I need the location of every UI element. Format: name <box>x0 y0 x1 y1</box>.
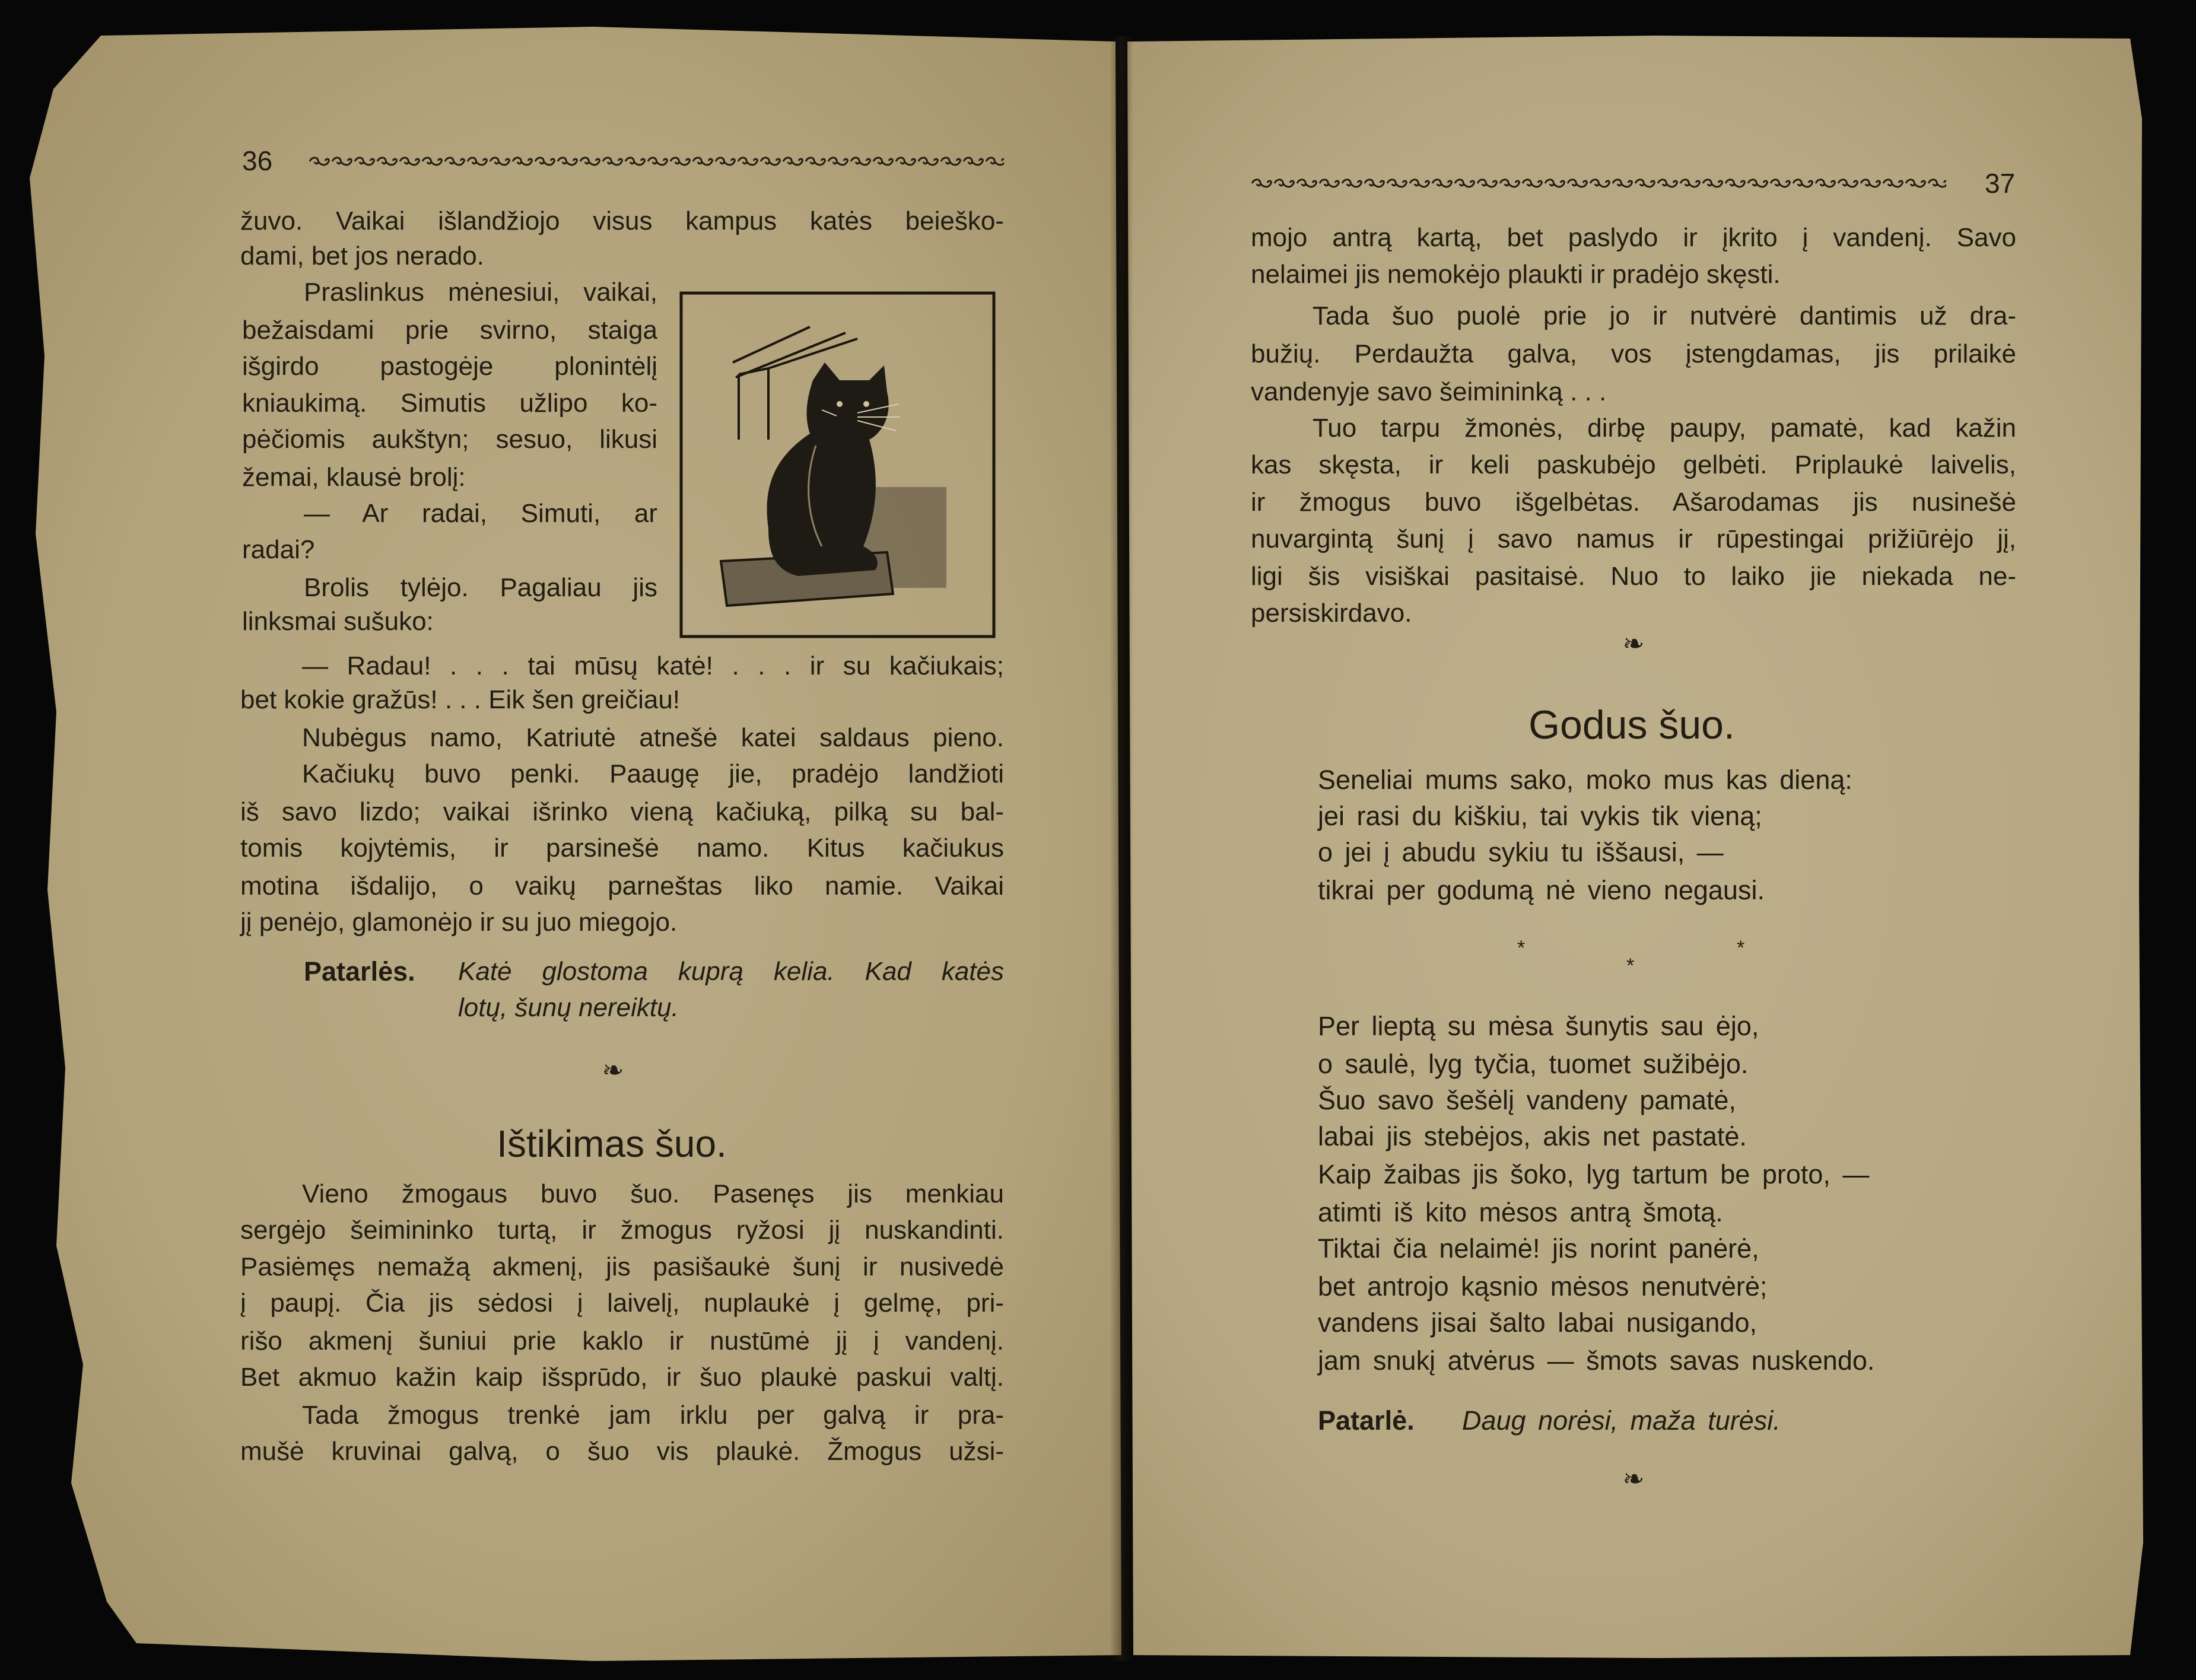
poem-line: o jei į abudu sykiu tu iššausi, — <box>1318 837 1724 867</box>
text-line: nelaimei jis nemokėjo plaukti ir pradėjo skęsti. <box>1251 260 1781 289</box>
text-line: persiskirdavo. <box>1251 599 1412 628</box>
cat-illustration <box>679 291 996 638</box>
proverb-text: Daug norėsi, maža turėsi. <box>1462 1405 1781 1436</box>
text-line: ligi šis visiškai pasitaisė. Nuo to laiko jie niekada ne- <box>1251 562 2016 591</box>
text-line: mušė kruvinai galvą, o šuo vis plaukė. Žmogus užsi- <box>240 1437 1004 1466</box>
proverb-text: Katė glostoma kuprą kelia. Kad katės <box>458 957 1004 986</box>
poem-line: Tiktai čia nelaimė! jis norint panėrė, <box>1318 1233 1759 1264</box>
text-line: Bet akmuo kažin kaip išsprūdo, ir šuo plaukė paskui valtį. <box>240 1363 1004 1392</box>
text-line: — Ar radai, Simuti, ar <box>304 499 657 528</box>
text-line: linksmai sušuko: <box>242 607 434 636</box>
text-line: žemai, klausė brolį: <box>242 463 466 492</box>
text-line: bet kokie gražūs! . . . Eik šen greičiau! <box>240 685 681 714</box>
poem-line: Seneliai mums sako, moko mus kas dieną: <box>1318 765 1852 795</box>
poem-line: vandens jisai šalto labai nusigando, <box>1318 1307 1757 1338</box>
proverb-label: Patarlės. <box>304 956 415 987</box>
text-line: išgirdo pastogėje plonintėlį <box>242 352 657 381</box>
text-line: iš savo lizdo; vaikai išrinko vieną kačiuką, pilką su bal- <box>240 797 1004 826</box>
text-line: į paupį. Čia jis sėdosi į laivelį, nuplaukė į gelmę, pri- <box>240 1288 1004 1318</box>
wave-ornament-icon <box>1251 177 1946 189</box>
poem-line: o saulė, lyg tyčia, tuomet sužibėjo. <box>1318 1049 1749 1079</box>
text-line: Tada žmogus trenkė jam irklu per galvą ir pra- <box>302 1401 1004 1430</box>
text-line: tomis kojytėmis, ir parsinešė namo. Kitus kačiukus <box>240 833 1004 863</box>
poem-line: Šuo savo šešėlį vandeny pamatė, <box>1318 1085 1736 1115</box>
text-line: Praslinkus mėnesiui, vaikai, <box>304 278 657 307</box>
fleuron-icon: ❧ <box>602 1055 624 1086</box>
text-line: sergėjo šeimininko turtą, ir žmogus ryžosi jį nuskandinti. <box>240 1216 1004 1245</box>
text-line: Tada šuo puolė prie jo ir nutvėrė dantimis už dra- <box>1312 301 2016 330</box>
fleuron-icon: ❧ <box>1622 1464 1645 1494</box>
poem-line: tikrai per godumą nė vieno negausi. <box>1318 875 1765 905</box>
poem-line: atimti iš kito mėsos antrą šmotą. <box>1318 1197 1723 1227</box>
text-line: mojo antrą kartą, bet paslydo ir įkrito į vandenį. Savo <box>1251 223 2016 252</box>
poem-line: jam snukį atvėrus — šmots savas nuskendo. <box>1318 1345 1875 1376</box>
text-line: radai? <box>242 535 315 564</box>
text-line: rišo akmenį šuniui prie kaklo ir nustūmė jį į vandenį. <box>240 1326 1004 1356</box>
text-line: bežaisdami prie svirno, staiga <box>242 316 657 345</box>
text-line: motina išdalijo, o vaikų parneštas liko namie. Vaikai <box>240 871 1004 901</box>
poem-line: Kaip žaibas jis šoko, lyg tartum be proto, — <box>1318 1159 1870 1189</box>
text-line: žuvo. Vaikai išlandžiojo visus kampus katės beieško- <box>240 206 1004 236</box>
text-line: vandenyje savo šeimininką . . . <box>1251 377 1607 406</box>
wave-ornament-icon <box>309 155 1004 167</box>
text-line: dami, bet jos nerado. <box>240 241 484 271</box>
poem-line: jei rasi du kiškiu, tai vykis tik vieną; <box>1318 801 1762 831</box>
text-line: Vieno žmogaus buvo šuo. Pasenęs jis menkiau <box>302 1179 1004 1208</box>
text-line: Pasiėmęs nemažą akmenį, jis pasišaukė šunį ir nusivedė <box>240 1252 1004 1281</box>
text-line: jį penėjo, glamonėjo ir su juo miegojo. <box>240 908 678 937</box>
text-line: Nubėgus namo, Katriutė atnešė katei saldaus pieno. <box>302 723 1004 752</box>
text-line: Kačiukų buvo penki. Paaugę jie, pradėjo landžioti <box>302 759 1004 788</box>
text-line: — Radau! . . . tai mūsų katė! . . . ir su kačiukais; <box>302 651 1004 680</box>
proverb-label: Patarlė. <box>1318 1405 1415 1436</box>
text-line: Tuo tarpu žmonės, dirbę paupy, pamatė, kad kažin <box>1312 413 2016 443</box>
page-number: 37 <box>1985 168 2016 199</box>
poem-line: bet antrojo kąsnio mėsos nenutvėrė; <box>1318 1271 1768 1302</box>
poem-title: Godus šuo. <box>1528 702 1735 747</box>
story-title: Ištikimas šuo. <box>497 1122 727 1165</box>
text-line: Brolis tylėjo. Pagaliau jis <box>304 573 657 602</box>
fleuron-icon: ❧ <box>1622 629 1645 659</box>
text-line: kniaukimą. Simutis užlipo ko- <box>242 389 657 418</box>
text-line: nuvargintą šunį į savo namus ir rūpestingai prižiūrėjo jį, <box>1251 524 2016 553</box>
poem-line: Per lieptą su mėsa šunytis sau ėjo, <box>1318 1011 1759 1041</box>
poem-line: labai jis stebėjos, akis net pastatė. <box>1318 1121 1747 1151</box>
text-line: pėčiomis aukštyn; sesuo, likusi <box>242 425 657 454</box>
text-line: kas skęsta, ir keli paskubėjo gelbėti. Priplaukė laivelis, <box>1251 450 2016 479</box>
book-gutter <box>1110 36 1133 1661</box>
page-number: 36 <box>242 145 273 176</box>
text-line: ir žmogus buvo išgelbėtas. Ašarodamas jis nusinešė <box>1251 488 2016 517</box>
proverb-text: lotų, šunų nereiktų. <box>458 993 679 1022</box>
text-line: bužių. Perdaužta galva, vos įstengdamas, jis prilaikė <box>1251 339 2016 368</box>
